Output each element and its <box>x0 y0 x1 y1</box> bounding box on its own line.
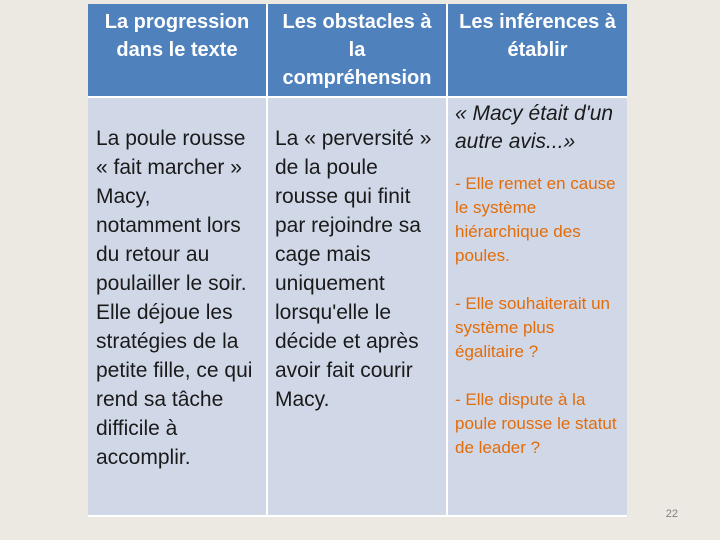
header-inferences: Les inférences à établir <box>448 4 627 96</box>
inference-quote: « Macy était d'un autre avis...» <box>455 102 614 153</box>
inference-table <box>88 4 627 517</box>
cell-inferences <box>448 98 627 515</box>
cell-obstacles: La « perversité » de la poule rousse qui finit par rejoindre sa cage mais uniquement lorsqu'elle le décide et après avoir fait courir Macy. <box>268 98 446 515</box>
page-number: 22 <box>665 508 678 520</box>
cell-progression: La poule rousse « fait marcher » Macy, notamment lors du retour au poulailler le soir. Elle déjoue les stratégies de la petite fille, ce qui rend sa tâche difficile à accomplir. <box>88 98 266 515</box>
header-progression: La progression dans le texte <box>88 4 266 96</box>
inference-point: - Elle souhaiterait un système plus égalitaire ? <box>455 294 610 361</box>
header-obstacles: Les obstacles à la compréhension <box>268 4 446 96</box>
inference-point: - Elle dispute à la poule rousse le statut de leader ? <box>455 390 617 457</box>
inference-point: - Elle remet en cause le système hiérarchique des poules. <box>455 174 616 265</box>
